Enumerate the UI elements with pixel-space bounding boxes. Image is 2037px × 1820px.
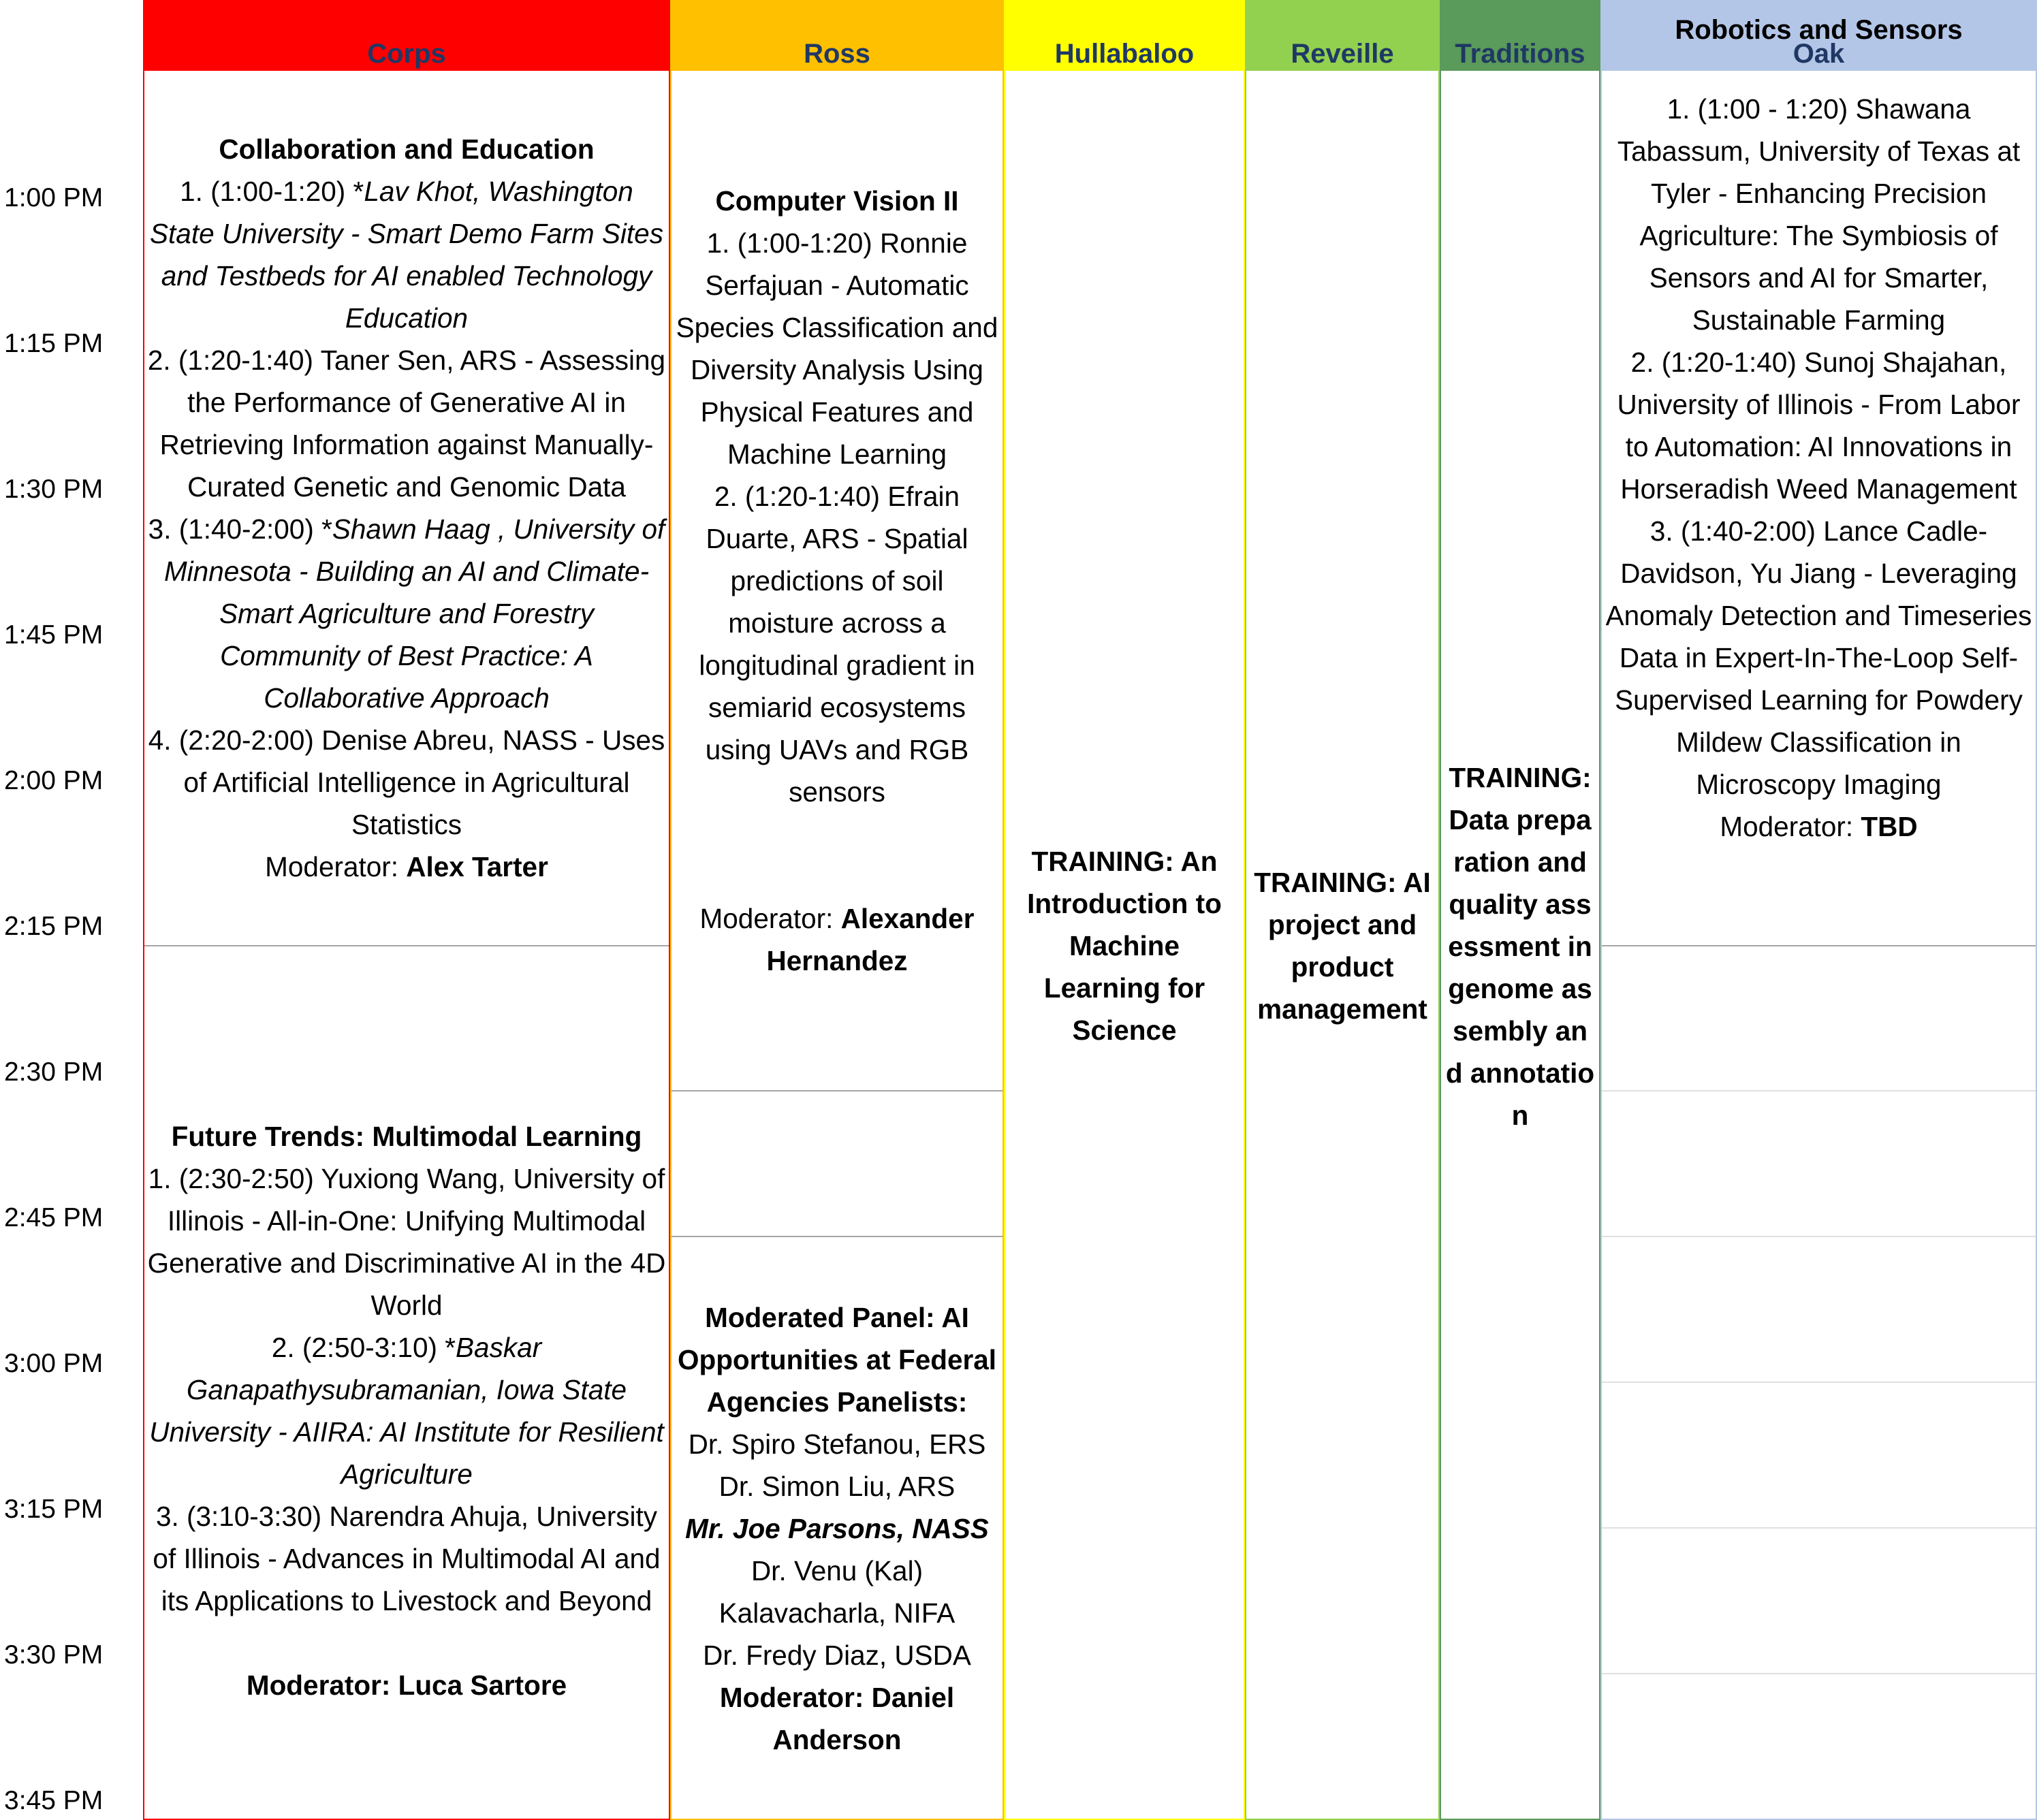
talk-item [147, 1326, 666, 1495]
header-traditions: Traditions [1440, 0, 1600, 71]
traditions-training: TRAINING: Data preparation and quality assessment in genome assembly and annotation [1445, 761, 1595, 1131]
ross-session-computer-vision [672, 71, 1002, 1090]
talk-item [147, 508, 666, 719]
ross-session-panel [672, 1237, 1002, 1820]
panelist: Dr. Spiro Stefanou, ERS [688, 1428, 986, 1460]
time-label: 2:30 PM [4, 1057, 104, 1087]
moderator: Moderator: Luca Sartore [246, 1669, 567, 1701]
time-label: 1:30 PM [4, 475, 104, 504]
header-hullabaloo: Hullabaloo [1004, 0, 1245, 71]
oak-session-robotics [1602, 88, 2036, 938]
time-label: 2:45 PM [4, 1203, 104, 1232]
talk-item [147, 170, 666, 339]
grid-line [1602, 1090, 2036, 1091]
session-title: Collaboration and Education [219, 133, 595, 165]
time-label: 3:00 PM [4, 1349, 104, 1378]
talk-item: 1. (1:00-1:20) Ronnie Serfajuan - Automatic Species Classification and Diversity Analysis Using Physical Features and Machine Learning [676, 227, 998, 470]
session-title: Computer Vision II [715, 185, 959, 217]
panelist: Dr. Fredy Diaz, USDA [703, 1640, 971, 1671]
talk-item: 1. (2:30-2:50) Yuxiong Wang, University of Illinois - All-in-One: Unifying Multimodal Generative and Discriminative AI in the 4D World [147, 1162, 666, 1321]
moderator-label: Moderator: [699, 903, 841, 934]
talk-time: 3. (1:40-2:00) * [148, 513, 332, 545]
moderator-name: Alex Tarter [406, 851, 548, 882]
time-label: 1:15 PM [4, 329, 104, 358]
reveille-training: TRAINING: AI project and product management [1254, 867, 1431, 1025]
moderator [265, 846, 548, 888]
talk-detail: Shawn Haag , University of Minnesota - Building an AI and Climate-Smart Agriculture and Forestry Community of Best Practice: A Collaborative Approach [163, 513, 665, 714]
talk-time: 2. (2:50-3:10) * [271, 1331, 456, 1363]
grid-line [1602, 1382, 2036, 1383]
time-label: 3:30 PM [4, 1640, 104, 1670]
moderator [674, 897, 1000, 982]
time-label: 3:45 PM [4, 1786, 104, 1815]
talk-item: 3. (1:40-2:00) Lance Cadle-Davidson, Yu Jiang - Leveraging Anomaly Detection and Timeseries Data in Expert-In-The-Loop Self-Supervised Learning for Powdery Mildew Classification in Microscopy Imaging [1605, 515, 2032, 800]
moderator-label: Moderator: [1720, 811, 1861, 842]
header-corps: Corps [143, 0, 670, 71]
talk-detail: Lav Khot, Washington State University - Smart Demo Farm Sites and Testbeds for AI enabled Technology Education [150, 176, 663, 334]
time-label: 3:15 PM [4, 1495, 104, 1524]
moderator: Moderator: Daniel Anderson [719, 1682, 955, 1755]
talk-item: 4. (2:20-2:00) Denise Abreu, NASS - Uses of Artificial Intelligence in Agricultural Statistics [148, 724, 665, 840]
time-label: 2:00 PM [4, 766, 104, 795]
divider [1602, 945, 2036, 946]
talk-detail: Baskar Ganapathysubramanian, Iowa State University - AIIRA: AI Institute for Resilient Agriculture [149, 1331, 664, 1490]
talk-item: 2. (1:20-1:40) Sunoj Shajahan, University of Illinois - From Labor to Automation: AI Innovations in Horseradish Weed Management [1617, 347, 2021, 505]
moderator-name: Alexander Hernandez [766, 903, 975, 976]
header-ross: Ross [670, 0, 1004, 71]
time-label: 1:45 PM [4, 620, 104, 650]
panelist: Dr. Simon Liu, ARS [719, 1471, 956, 1502]
moderator [1720, 805, 1917, 848]
corps-session-collaboration [144, 71, 669, 945]
talk-item: 2. (1:20-1:40) Taner Sen, ARS - Assessing the Performance of Generative AI in Retrieving Information against Manually-Curated Genetic and Genomic Data [147, 345, 666, 502]
time-label: 2:15 PM [4, 912, 104, 941]
divider [672, 1090, 1002, 1091]
talk-item: 2. (1:20-1:40) Efrain Duarte, ARS - Spatial predictions of soil moisture across a longitudinal gradient in semiarid ecosystems using UAVs and RGB sensors [699, 481, 975, 808]
moderator-name: TBD [1861, 811, 1918, 842]
grid-line [1602, 1527, 2036, 1529]
oak-session-title [1600, 15, 2037, 72]
hullabaloo-training: TRAINING: An Introduction to Machine Learning for Science [1027, 846, 1222, 1046]
corps-session-multimodal [144, 946, 669, 1820]
panelist: Mr. Joe Parsons, NASS [685, 1513, 989, 1544]
session-title: Future Trends: Multimodal Learning [171, 1120, 642, 1152]
header-oak: Oak [1600, 0, 2037, 71]
session-title: Robotics and Sensors [1675, 15, 1963, 45]
grid-line [1602, 1236, 2036, 1237]
session-title: Moderated Panel: AI Opportunities at Federal Agencies Panelists: [677, 1302, 997, 1418]
talk-item: 1. (1:00 - 1:20) Shawana Tabassum, University of Texas at Tyler - Enhancing Precision Agriculture: The Symbiosis of Sensors and AI for Smarter, Sustainable Farming [1617, 93, 2021, 336]
time-label: 1:00 PM [4, 183, 104, 212]
talk-item: 3. (3:10-3:30) Narendra Ahuja, University of Illinois - Advances in Multimodal AI and its Applications to Livestock and Beyond [153, 1500, 661, 1616]
grid-line [1602, 1673, 2036, 1674]
panelist: Dr. Venu (Kal) Kalavacharla, NIFA [719, 1555, 956, 1629]
header-reveille: Reveille [1245, 0, 1440, 71]
talk-time: 1. (1:00-1:20) * [180, 176, 364, 207]
moderator-label: Moderator: [265, 851, 407, 882]
